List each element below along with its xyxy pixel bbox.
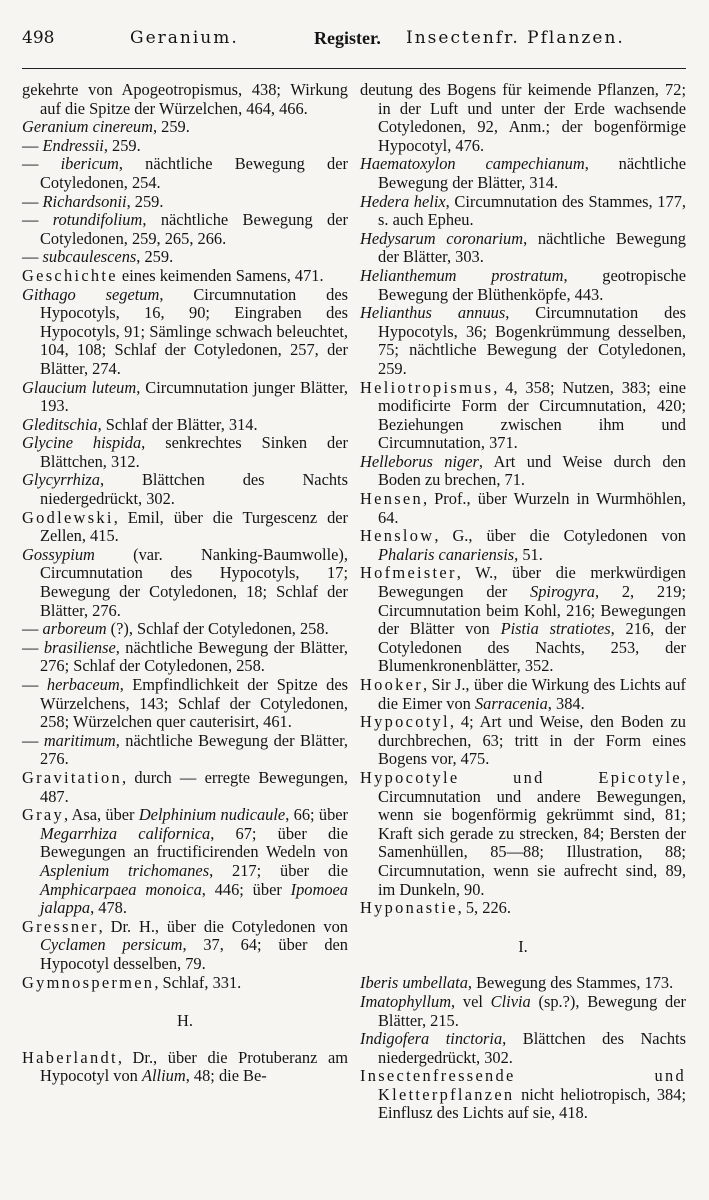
index-entry: Hensen, Prof., über Wurzeln in Wurmhöhlen, 64.: [360, 489, 686, 527]
index-entry: Gleditschia, Schlaf der Blätter, 314.: [22, 414, 258, 434]
index-entry: Henslow, G., über die Cotyledonen von Phalaris canariensis, 51.: [360, 526, 686, 564]
index-entry: Iberis umbellata, Bewegung des Stammes, 173.: [360, 973, 674, 993]
index-entry: Hedera helix, Circumnutation des Stammes, 177, s. auch Epheu.: [360, 191, 686, 230]
index-entry: Hypocotyl, 4; Art und Weise, den Boden zu durchbrechen, 63; tritt in der Form eines Bogens vor, 475.: [360, 712, 686, 769]
index-entry: Gravitation, durch — erregte Bewegungen, 487.: [22, 767, 348, 806]
index-entry: — subcaulescens, 259.: [22, 247, 174, 267]
index-entry: Godlewski, Emil, über die Turgescenz der Zellen, 415.: [22, 507, 348, 546]
index-entry: Heliotropismus, 4, 358; Nutzen, 383; eine modificirte Form der Circumnutation, 420; Beziehungen zwischen ihm und Circumnutation, 371.: [360, 377, 686, 453]
index-entry: Gymnospermen, Schlaf, 331.: [22, 972, 242, 992]
index-entry: Helianthemum prostratum, geotropische Bewegung der Blüthenköpfe, 443.: [360, 265, 686, 304]
running-header: [0, 28, 709, 56]
section-letter-i: I.: [518, 936, 528, 956]
header-right-title: Insectenfr. Pflanzen.: [406, 28, 625, 48]
index-entry: — Endressii, 259.: [22, 135, 141, 155]
index-entry: Helianthus annuus, Circumnutation des Hypocotyls, 36; Bogenkrümmung desselben, 75; nächtliche Bewegung der Cotyledonen, 259.: [360, 303, 686, 378]
index-entry: Hyponastie, 5, 226.: [360, 898, 511, 918]
index-entry: Hypocotyle und Epicotyle, Circumnutation und andere Bewegungen, wenn sie bogenförmig gekrümmt sind, 81; Kraft sich gerade zu strecken, 84; Bersten der Samenhüllen, 85—88; Illustration, 88; Circumnutation, wenn sie aufrecht sind, 89, im Dunkeln, 90.: [360, 767, 686, 899]
index-entry: Glaucium luteum, Circumnutation junger Blätter, 193.: [22, 377, 348, 416]
index-entry: Haberlandt, Dr., über die Protuberanz am Hypocotyl von Allium, 48; die Be-: [22, 1047, 348, 1086]
header-rule: [22, 68, 686, 69]
page-number: 498: [22, 28, 55, 48]
index-entry: — rotundifolium, nächtliche Bewegung der Cotyledonen, 259, 265, 266.: [22, 210, 348, 248]
index-entry: Geschichte eines keimenden Samens, 471.: [22, 265, 324, 285]
index-entry: Hooker, Sir J., über die Wirkung des Lichts auf die Eimer von Sarracenia, 384.: [360, 675, 686, 713]
index-entry: Gray, Asa, über Delphinium nudicaule, 66; über Megarrhiza californica, 67; über die Bewegungen an fructificirenden Wedeln von Asplenium trichomanes, 217; über die Amphicarpaea monoica, 446; über Ipomoea jalappa, 478.: [22, 805, 349, 918]
index-entry: Gossypium (var. Nanking-Baumwolle), Circumnutation des Hypocotyls, 17; Bewegung der Cotyledonen, 18; Schlaf der Blätter, 276.: [22, 544, 348, 620]
index-entry: — brasiliense, nächtliche Bewegung der Blätter, 276; Schlaf der Cotyledonen, 258.: [22, 637, 348, 676]
index-entry: — Richardsonii, 259.: [22, 191, 164, 211]
index-entry: Helleborus niger, Art und Weise durch den Boden zu brechen, 71.: [360, 451, 686, 490]
index-entry: — ibericum, nächtliche Bewegung der Cotyledonen, 254.: [22, 154, 348, 192]
index-entry: Indigofera tinctoria, Blättchen des Nachts niedergedrückt, 302.: [360, 1029, 686, 1067]
index-entry: Githago segetum, Circumnutation des Hypocotyls, 16, 90; Eingraben des Hypocotyls, 91; Sämlinge schwach beleuchtet, 104, 108; Schlaf der Cotyledonen, 257, der Blätter, 274.: [22, 284, 348, 378]
index-entry: Imatophyllum, vel Clivia (sp.?), Bewegung der Blätter, 215.: [360, 991, 686, 1030]
index-entry: gekehrte von Apogeotropismus, 438; Wirkung auf die Spitze der Würzelchen, 464, 466.: [22, 80, 348, 118]
index-entry: deutung des Bogens für keimende Pflanzen, 72; in der Luft und unter der Erde wachsende Cotyledonen, 92, Anm.; der bogenförmige Hypocotyl, 476.: [360, 80, 686, 155]
index-entry: Hofmeister, W., über die merkwürdigen Bewegungen der Spirogyra, 2, 219; Circumnutation beim Kohl, 216; Bewegungen der Blätter von Pistia stratiotes, 216, der Cotyledonen des Nachts, 253, der Blumenkronenblätter, 352.: [360, 563, 686, 676]
index-entry: Hedysarum coronarium, nächtliche Bewegung der Blätter, 303.: [360, 228, 686, 267]
index-entry: — herbaceum, Empfindlichkeit der Spitze des Würzelchens, 143; Schlaf der Cotyledonen, 258; Würzelchen quer cauterisirt, 461.: [22, 675, 348, 732]
section-letter-h: H.: [177, 1011, 193, 1031]
index-entry: Glycyrrhiza, Blättchen des Nachts niedergedrückt, 302.: [22, 470, 348, 509]
index-entry: Geranium cinereum, 259.: [22, 117, 190, 137]
left-column: [22, 81, 348, 1086]
index-entry: — maritimum, nächtliche Bewegung der Blätter, 276.: [22, 730, 348, 769]
right-column: [360, 81, 686, 1123]
index-entry: Glycine hispida, senkrechtes Sinken der Blättchen, 312.: [22, 433, 348, 471]
index-entry: Insectenfressende und Kletterpflanzen nicht heliotropisch, 384; Einflusz des Lichts auf sie, 418.: [360, 1066, 686, 1123]
index-entry: — arboreum (?), Schlaf der Cotyledonen, 258.: [22, 619, 329, 639]
index-entry: Haematoxylon campechianum, nächtliche Bewegung der Blätter, 314.: [360, 154, 687, 192]
header-middle-title: Register.: [314, 28, 381, 48]
header-left-title: Geranium.: [130, 28, 239, 48]
index-entry: Gressner, Dr. H., über die Cotyledonen von Cyclamen persicum, 37, 64; über den Hypocotyl desselben, 79.: [22, 916, 348, 973]
